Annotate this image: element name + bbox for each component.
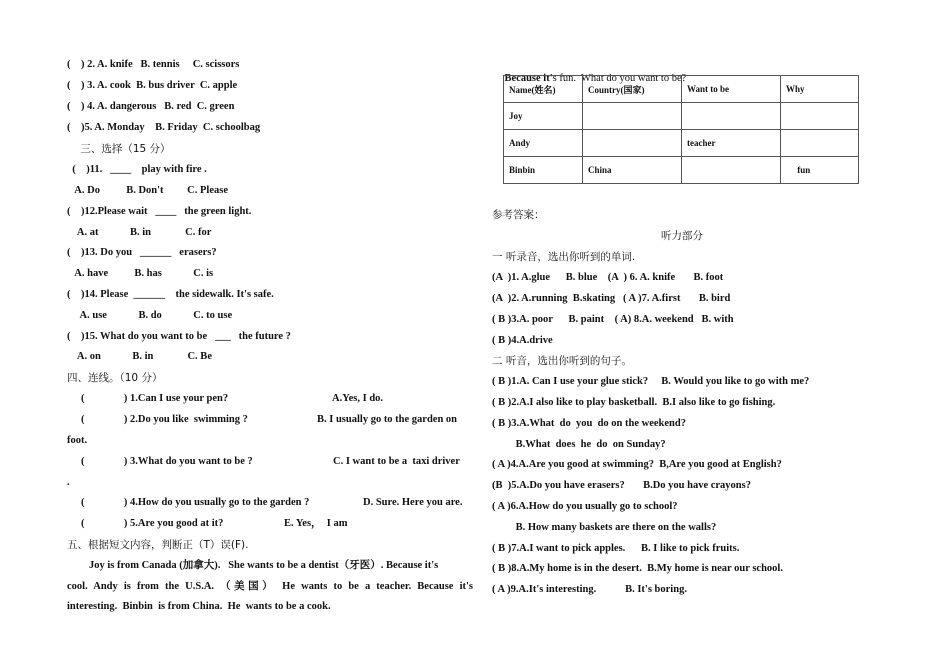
answers-title: 参考答案： — [492, 209, 545, 221]
question-line: ( )12.Please wait ____ the green light. — [67, 206, 252, 217]
table-cell — [682, 103, 781, 130]
answer-line: ( A )4.A.Are you good at swimming? B,Are you good at English? — [492, 459, 782, 470]
match-question: ( ) 3.What do you want to be ? — [81, 456, 253, 467]
match-answer: E. Yes， I am — [284, 518, 348, 529]
options-line: A. on B. in C. Be — [67, 351, 212, 362]
info-table — [503, 75, 859, 184]
intro-bold: Because it' — [504, 73, 553, 84]
answer-line: (A )1. A.glue B. blue (A ) 6. A. knife B. foot — [492, 272, 724, 283]
answer-line: ( B )1.A. Can I use your glue stick? B. Would you like to go with me? — [492, 376, 810, 387]
options-line: A. Do B. Don't C. Please — [67, 185, 228, 196]
answer-section-heading: 二 听音，选出你听到的句子。 — [492, 355, 632, 367]
answer-line: ( B )8.A.My home is in the desert. B.My home is near our school. — [492, 563, 783, 574]
table-row — [504, 103, 859, 130]
options-line: A. have B. has C. is — [67, 268, 214, 279]
table-header: Want to be — [682, 76, 781, 103]
answer-line: ( A )9.A.It's interesting. B. It's boring. — [492, 584, 687, 595]
answer-line: (B )5.A.Do you have erasers? B.Do you have crayons? — [492, 480, 751, 491]
answer-section-heading: 一 听录音，选出你听到的单词. — [492, 251, 636, 263]
question-line: ( ) 2. A. knife B. tennis C. scissors — [67, 59, 240, 70]
listening-title: 听力部分 — [661, 230, 703, 242]
table-header: Why — [781, 76, 859, 103]
table-cell — [781, 103, 859, 130]
passage-line: cool. Andy is from the U.S.A. （美国） He wants to be a teacher. Because it's — [67, 581, 473, 592]
table-cell — [583, 103, 682, 130]
match-question: ( ) 1.Can I use your pen? — [81, 393, 229, 404]
match-answer: A.Yes, I do. — [332, 393, 384, 404]
table-header: Name(姓名) — [504, 76, 583, 103]
answer-line: ( B )3.A.What do you do on the weekend? — [492, 418, 686, 429]
intro-rest: s fun. What do you want to be? — [552, 73, 687, 84]
wrap-text: . — [67, 477, 70, 488]
answer-line: ( B )2.A.I also like to play basketball. B.I also like to go fishing. — [492, 397, 776, 408]
match-question: ( ) 2.Do you like swimming ? — [81, 414, 248, 425]
question-line: ( )5. A. Monday B. Friday C. schoolbag — [67, 122, 261, 133]
table-cell: China — [583, 157, 682, 184]
table-header: Country(国家) — [583, 76, 682, 103]
question-line: ( )13. Do you ______ erasers? — [67, 247, 217, 258]
match-question: ( ) 4.How do you usually go to the garden ? — [81, 497, 310, 508]
table-cell — [583, 130, 682, 157]
match-answer: B. I usually go to the garden on — [317, 414, 458, 425]
options-line: A. at B. in C. for — [67, 227, 212, 238]
table-header-row — [504, 76, 859, 103]
wrap-text: foot. — [67, 435, 88, 446]
section-heading: 四、连线。（10 分） — [67, 372, 163, 384]
passage-line: interesting. Binbin is from China. He wants to be a cook. — [67, 601, 331, 612]
table-cell: Joy — [504, 103, 583, 130]
table-cell: fun — [781, 157, 859, 184]
table-cell: Binbin — [504, 157, 583, 184]
passage-line: Joy is from Canada (加拿大). She wants to be a dentist（牙医）. Because it's — [89, 560, 439, 571]
options-line: A. use B. do C. to use — [67, 310, 233, 321]
table-cell: teacher — [682, 130, 781, 157]
question-line: ( ) 3. A. cook B. bus driver C. apple — [67, 80, 238, 91]
section-heading: 三、选择（15 分） — [67, 143, 171, 155]
match-answer: D. Sure. Here you are. — [363, 497, 463, 508]
table-row — [504, 130, 859, 157]
answer-line: ( B )3.A. poor B. paint ( A) 8.A. weekend B. with — [492, 314, 734, 325]
question-line: ( )15. What do you want to be ___ the future ? — [67, 331, 291, 342]
table-row — [504, 157, 859, 184]
table-cell — [682, 157, 781, 184]
answer-line: ( A )6.A.How do you usually go to school? — [492, 501, 678, 512]
question-line: ( )11. ____ play with fire . — [67, 164, 207, 175]
question-line: ( )14. Please ______ the sidewalk. It's safe. — [67, 289, 274, 300]
answer-line: (A )2. A.running B.skating ( A )7. A.first B. bird — [492, 293, 731, 304]
answer-line: ( B )4.A.drive — [492, 335, 553, 346]
table-cell — [781, 130, 859, 157]
match-question: ( ) 5.Are you good at it? — [81, 518, 224, 529]
table-cell: Andy — [504, 130, 583, 157]
answer-line: B. How many baskets are there on the walls? — [492, 522, 717, 533]
section-heading: 五、根据短文内容，判断正（T）误(F). — [67, 539, 249, 551]
answer-line: B.What does he do on Sunday? — [492, 439, 666, 450]
answer-line: ( B )7.A.I want to pick apples. B. I like to pick fruits. — [492, 543, 740, 554]
match-answer: C. I want to be a taxi driver — [333, 456, 460, 467]
question-line: ( ) 4. A. dangerous B. red C. green — [67, 101, 235, 112]
